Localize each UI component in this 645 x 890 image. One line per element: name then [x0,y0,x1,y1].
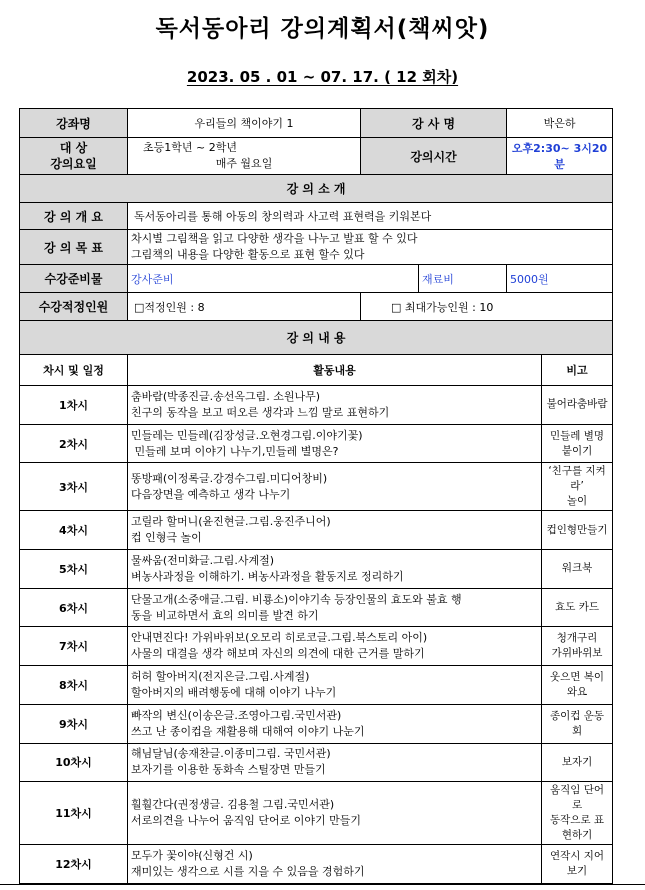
activity-book: 안내면진다! 가위바위보(오모리 히로코글.그림.북스토리 아이) [131,631,428,645]
activity-cell [128,511,542,550]
activity-book: 단물고개(소중애글.그림. 비룡소)이야기속 등장인물의 효도와 불효 행 [131,592,462,606]
note-line-1: 보자기 [561,755,593,768]
table-row [20,550,613,589]
activity-description: 컵 인형극 놀이 [131,531,202,545]
session-cell: 1차시 [20,386,128,425]
overview-row [20,203,613,230]
goal-label: 강 의 목 표 [20,230,128,265]
table-row [20,782,613,845]
target-label [20,138,128,175]
target-grade: 초등1학년 ~ 2학년 [143,141,237,154]
max-capacity-value: □ 최대가능인원 : 10 [361,293,613,321]
note-line-1: 민들레 별명붙이기 [550,429,605,457]
note-cell [542,588,613,627]
activity-description: 서로의견을 나누어 움직임 단어로 이야기 만들기 [131,814,362,828]
lecture-day: 매주 월요일 [215,157,273,170]
content-section-row [20,321,613,355]
note-line-1: 연작시 지어보기 [550,850,605,878]
note-line-1: 불어라춤바람 [546,398,608,411]
activity-description: 할아버지의 배려행동에 대해 이야기 나누기 [131,685,337,699]
note-line-2: 놀이 [566,495,588,508]
instructor-label: 강 사 명 [361,109,507,138]
content-header-row [20,355,613,386]
activity-description: 다음장면을 예측하고 생각 나누기 [131,487,291,501]
target-label-line2: 강의요일 [50,157,97,171]
table-row [20,463,613,511]
note-line-1: 효도 카드 [555,601,599,614]
goal-line-1: 차시별 그림책을 읽고 다양한 생각을 나누고 발표 할 수 있다 [131,232,418,245]
activity-book: 물싸움(전미화글.그림.사계절) [131,553,275,567]
table-row [20,704,613,743]
note-line-1: 컵인형만들기 [546,523,608,536]
note-cell [542,424,613,463]
activity-cell [128,550,542,589]
table-row [20,424,613,463]
activity-cell [128,704,542,743]
note-cell [542,704,613,743]
activity-book: 빠작의 변신(이송은글.조영아그림.국민서관) [131,708,342,722]
activity-column-header: 활동내용 [128,355,542,386]
activity-cell [128,463,542,511]
session-cell: 4차시 [20,511,128,550]
table-row [20,666,613,705]
capacity-value: □적정인원 : 8 [128,293,361,321]
activity-cell [128,845,542,884]
session-cell: 9차시 [20,704,128,743]
note-line-1: 종이컵 운동회 [550,709,605,737]
session-cell: 3차시 [20,463,128,511]
note-cell [542,666,613,705]
activity-cell [128,386,542,425]
activity-book: 춤바람(박종진글.송선옥그림. 소원나무) [131,389,321,403]
note-cell [542,386,613,425]
activity-description: 친구의 동작을 보고 떠오른 생각과 느낌 말로 표현하기 [131,405,390,419]
capacity-row [20,293,613,321]
activity-description: 쓰고 난 종이컵을 재활용해 대해여 이야기 나눈기 [131,724,365,738]
activity-cell [128,782,542,845]
content-section-title: 강 의 내 용 [20,321,613,355]
intro-section-title: 강 의 소 개 [20,175,613,203]
note-cell [542,550,613,589]
target-label-line1: 대 상 [59,141,88,155]
note-cell [542,463,613,511]
activity-book: 민들레는 민들레(김장성글.오현경그림.이야기꽃) [131,428,363,442]
fee-value: 5000원 [507,265,613,293]
info-row-course [20,109,613,138]
note-line-1: ‘친구를 지켜라’ [548,465,606,493]
time-value: 오후2:30~ 3시20분 [507,138,613,175]
activity-book: 모두가 꽃이야(신형건 시) [131,849,253,863]
table-row [20,511,613,550]
activity-description: 민들레 보며 이야기 나누기,민들레 별명은? [131,444,339,458]
note-line-2: 가위바위보 [551,647,603,660]
activity-book: 허허 할아버지(전지은글.그림.사계절) [131,669,310,683]
course-label: 강좌명 [20,109,128,138]
table-row [20,386,613,425]
activity-book: 해님달님(송재찬글.이종미그림. 국민서관) [131,747,331,761]
table-row [20,588,613,627]
session-column-header: 차시 및 일정 [20,355,128,386]
prep-value: 강사준비 [128,265,419,293]
session-cell: 12차시 [20,845,128,884]
table-row [20,845,613,884]
course-value: 우리들의 책이야기 1 [128,109,361,138]
bottom-rule [0,884,645,885]
activity-cell [128,588,542,627]
note-line-1: 움직임 단어로 [550,784,605,812]
activity-description: 재미있는 생각으로 시를 지을 수 있음을 경험하기 [131,865,365,879]
overview-value: 독서동아리를 통해 아동의 창의력과 사고력 표현력을 키워본다 [128,203,613,230]
activity-book: 똥방패(이정록글.강경수그림.미디어창비) [131,471,328,485]
time-label: 강의시간 [361,138,507,175]
instructor-value: 박은하 [507,109,613,138]
info-row-target [20,138,613,175]
note-line-2: 동작으로 표현하기 [550,814,605,842]
session-cell: 2차시 [20,424,128,463]
course-period [0,66,645,87]
note-cell [542,782,613,845]
content-rows [20,386,613,884]
lecture-plan-table [19,108,613,884]
goal-row [20,230,613,265]
capacity-label: 수강적정인원 [20,293,128,321]
session-cell: 6차시 [20,588,128,627]
session-cell: 11차시 [20,782,128,845]
activity-description: 사물의 대결을 생각 해보며 자신의 의견에 대한 근거를 말하기 [131,647,425,661]
intro-section-row [20,175,613,203]
activity-cell [128,666,542,705]
target-value [128,138,361,175]
activity-book: 훨훨간다(권정생글. 김용철 그림.국민서관) [131,798,335,812]
goal-line-2: 그림책의 내용을 다양한 활동으로 표현 할수 있다 [131,248,365,261]
activity-description: 벼농사과정을 이해하기. 벼농사과정을 활동지로 정리하기 [131,569,404,583]
table-row [20,627,613,666]
prep-label: 수강준비물 [20,265,128,293]
note-cell [542,511,613,550]
fee-label: 재료비 [419,265,507,293]
note-line-1: 웃으면 복이 와요 [550,670,605,698]
activity-cell [128,424,542,463]
session-cell: 8차시 [20,666,128,705]
note-cell [542,627,613,666]
note-line-1: 청개구리 [556,632,598,645]
prep-row [20,265,613,293]
session-cell: 7차시 [20,627,128,666]
activity-cell [128,743,542,782]
overview-label: 강 의 개 요 [20,203,128,230]
session-cell: 5차시 [20,550,128,589]
goal-value [128,230,613,265]
note-cell [542,743,613,782]
activity-cell [128,627,542,666]
session-cell: 10차시 [20,743,128,782]
table-row [20,743,613,782]
course-period-text: 2023. 05 . 01 ~ 07. 17. ( 12 회차) [186,68,459,86]
note-column-header: 비고 [542,355,613,386]
activity-book: 고릴라 할머니(윤진현글.그림.웅진주니어) [131,515,331,529]
activity-description: 보자기를 이용한 동화속 스틸장면 만들기 [131,763,326,777]
document-title: 독서동아리 강의계획서(책씨앗) [155,16,490,42]
activity-description: 동을 비교하면서 효의 의미를 발견 하기 [131,608,319,622]
note-cell [542,845,613,884]
note-line-1: 워크북 [561,562,593,575]
